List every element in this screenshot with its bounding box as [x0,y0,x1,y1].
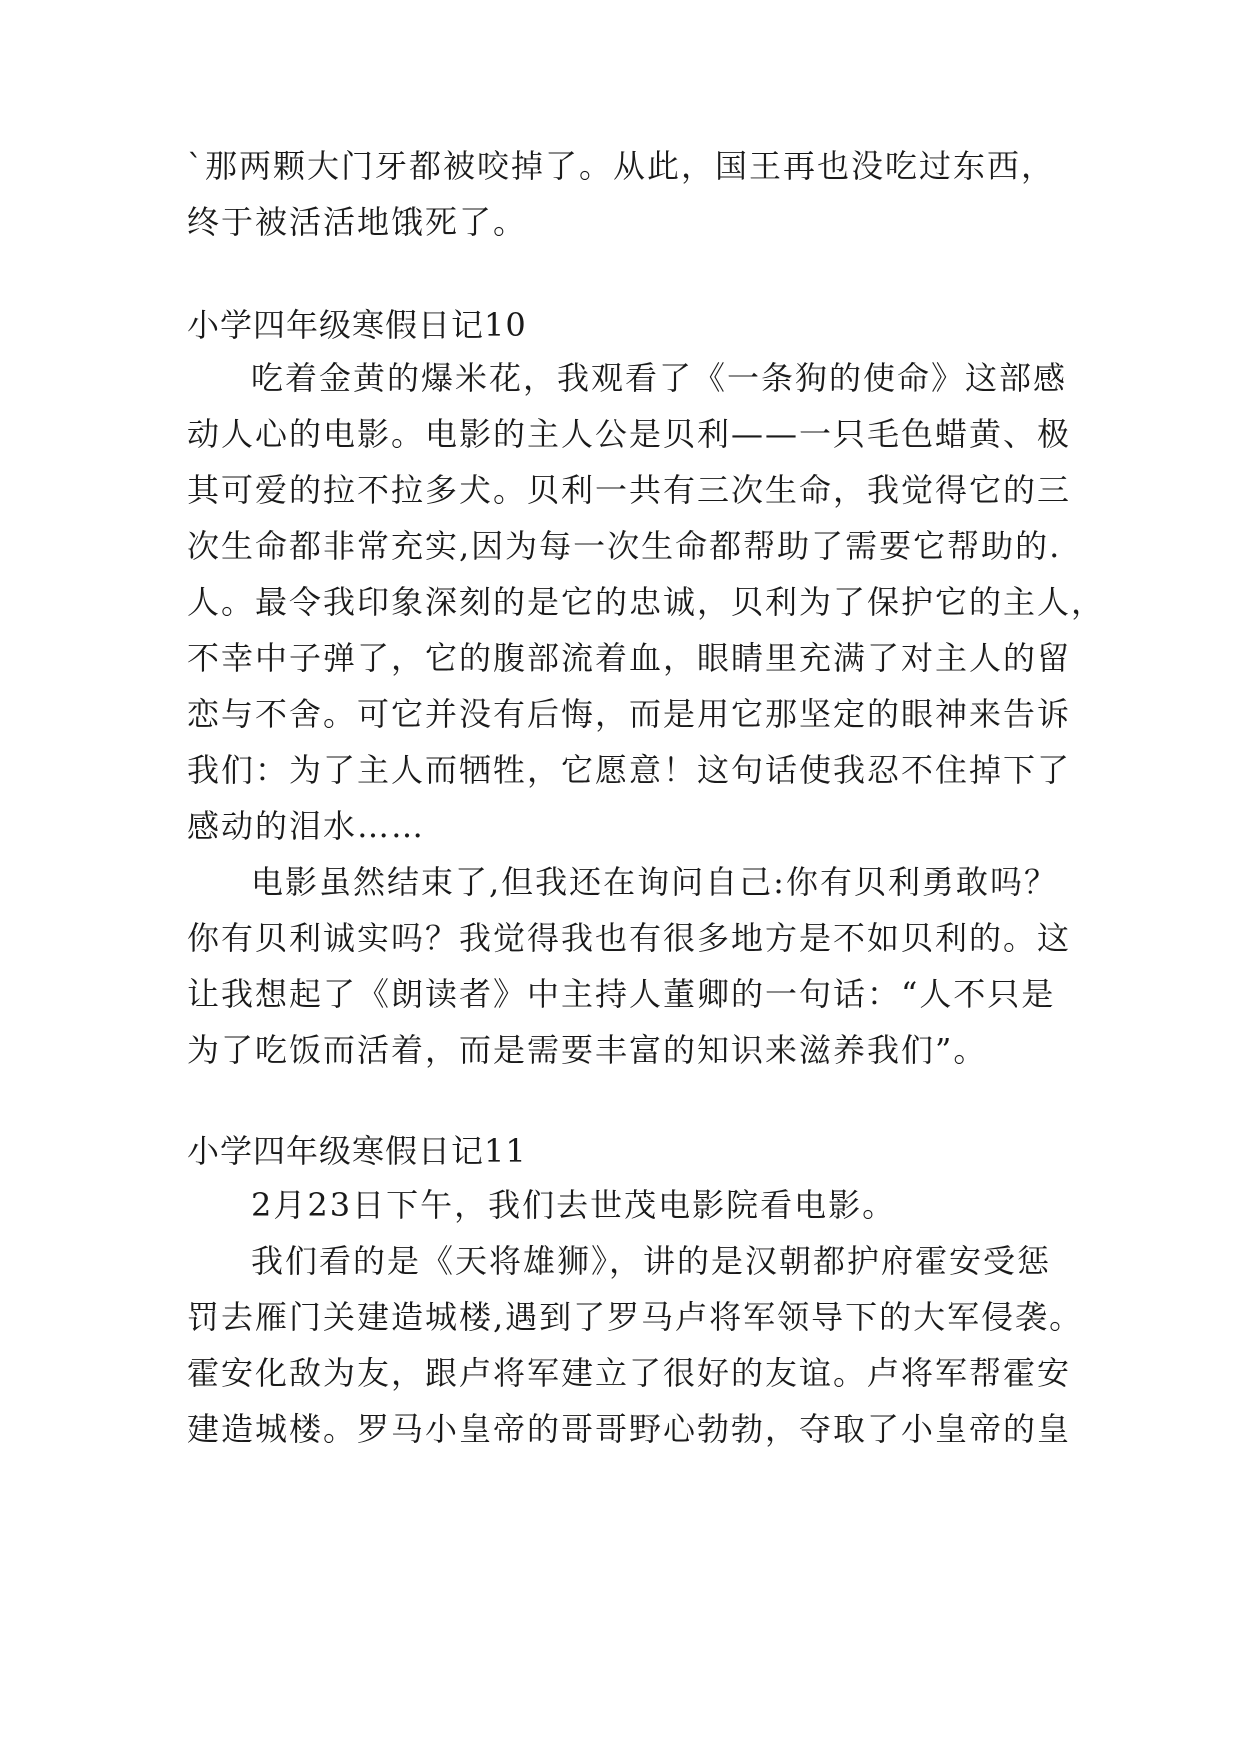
text-line: 动人心的电影。电影的主人公是贝利——一只毛色蜡黄、极 [187,415,1072,453]
text-line: 2月23日下午，我们去世茂电影院看电影。 [251,1186,897,1224]
text-line: 人。最令我印象深刻的是它的忠诚，贝利为了保护它的主人， [187,583,1106,621]
text-line: 电影虽然结束了,但我还在询问自己:你有贝利勇敢吗？ [251,863,1058,901]
text-line: 我们：为了主人而牺牲，它愿意！这句话使我忍不住掉下了 [187,751,1072,789]
text-line: 恋与不舍。可它并没有后悔，而是用它那坚定的眼神来告诉 [187,695,1072,733]
text-line: 次生命都非常充实,因为每一次生命都帮助了需要它帮助的. [187,527,1062,565]
entry-heading: 小学四年级寒假日记11 [187,1132,527,1170]
text-line: 霍安化敌为友，跟卢将军建立了很好的友谊。卢将军帮霍安 [187,1354,1072,1392]
text-line: 我们看的是《天将雄狮》，讲的是汉朝都护府霍安受惩 [251,1242,1052,1280]
entry-heading: 小学四年级寒假日记10 [187,306,527,344]
text-line: 终于被活活地饿死了。 [187,203,528,241]
text-line: `那两颗大门牙都被咬掉了。从此，国王再也没吃过东西， [187,147,1056,185]
text-line: 吃着金黄的爆米花，我观看了《一条狗的使命》这部感 [251,359,1068,397]
text-line: 不幸中子弹了，它的腹部流着血，眼睛里充满了对主人的留 [187,639,1072,677]
text-line: 感动的泪水…… [187,807,426,845]
text-line: 建造城楼。罗马小皇帝的哥哥野心勃勃，夺取了小皇帝的皇 [187,1410,1072,1448]
text-line: 让我想起了《朗读者》中主持人董卿的一句话：“人不只是 [187,975,1056,1013]
text-line: 罚去雁门关建造城楼,遇到了罗马卢将军领导下的大军侵袭。 [187,1298,1084,1336]
text-line: 你有贝利诚实吗？我觉得我也有很多地方是不如贝利的。这 [187,919,1072,957]
text-line: 为了吃饭而活着，而是需要丰富的知识来滋养我们”。 [187,1031,988,1069]
text-line: 其可爱的拉不拉多犬。贝利一共有三次生命，我觉得它的三 [187,471,1072,509]
